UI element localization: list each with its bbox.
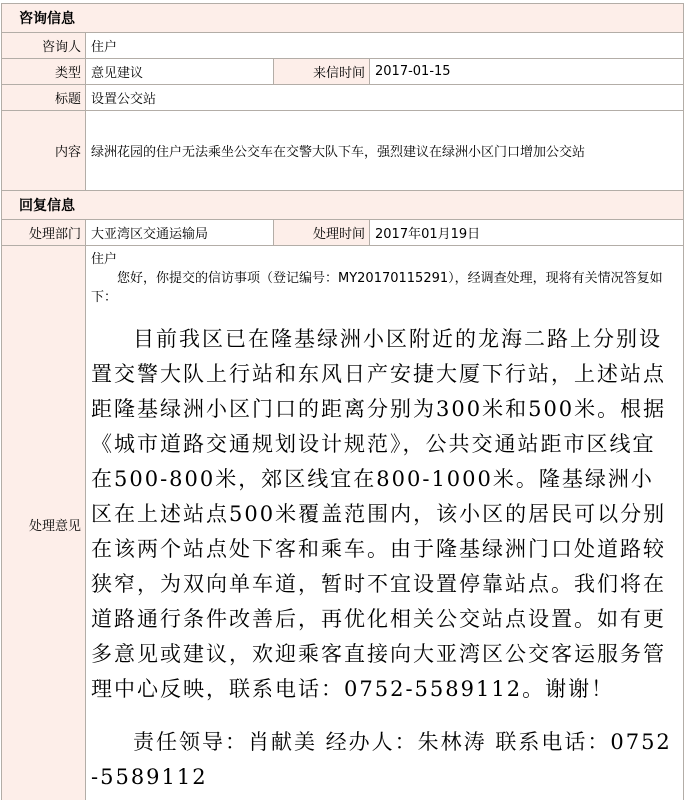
opinion-content: [86, 246, 684, 800]
department-time-row: [2, 220, 684, 246]
consultant-row: [2, 33, 684, 59]
type-value: 意见建议: [86, 59, 274, 85]
opinion-salutation: 住户: [91, 252, 118, 267]
handle-time-label: 处理时间: [274, 220, 370, 246]
consultant-value: 住户: [86, 33, 684, 59]
content-row: [2, 111, 684, 191]
consult-section-row: [2, 4, 684, 33]
reply-section-row: [2, 191, 684, 220]
letter-time-label: 来信时间: [274, 59, 370, 85]
reply-section-title: 回复信息: [2, 191, 684, 220]
title-label: 标题: [2, 85, 86, 111]
title-row: [2, 85, 684, 111]
department-value: 大亚湾区交通运输局: [86, 220, 274, 246]
opinion-body: 目前我区已在隆基绿洲小区附近的龙海二路上分别设置交警大队上行站和东风日产安捷大厦下行站，上述站点距隆基绿洲小区门口的距离分别为300米和500米。根据《城市道路交通规划设计规范》，公共交通站距市区线宜在500-800米，郊区线宜在800-1000米。隆基绿洲小区在上述站点500米覆盖范围内，该小区的居民可以分别在该两个站点处下客和乘车。由于隆基绿洲门口处道路较狭窄，为双向单车道，暂时不宜设置停靠站点。我们将在道路通行条件改善后，再优化相关公交站点设置。如有更多意见或建议，欢迎乘客直接向大亚湾区公交客运服务管理中心反映，联系电话：0752-5589112。谢谢！: [91, 327, 667, 701]
type-label: 类型: [2, 59, 86, 85]
content-label: 内容: [2, 111, 86, 191]
letter-time-value: 2017-01-15: [370, 59, 684, 85]
opinion-signature: 责任领导：肖献美 经办人：朱林涛 联系电话：0752-5589112: [91, 730, 672, 789]
inquiry-reply-table: [1, 3, 684, 800]
title-value: 设置公交站: [86, 85, 684, 111]
type-time-row: [2, 59, 684, 85]
opinion-intro: 您好，你提交的信访事项（登记编号：MY20170115291），经调查处理，现将有关情况答复如下：: [91, 271, 663, 305]
content-value: 绿洲花园的住户无法乘坐公交车在交警大队下车，强烈建议在绿洲小区门口增加公交站: [86, 111, 684, 191]
department-label: 处理部门: [2, 220, 86, 246]
consultant-label: 咨询人: [2, 33, 86, 59]
consult-section-title: 咨询信息: [2, 4, 684, 33]
handle-time-value: 2017年01月19日: [370, 220, 684, 246]
opinion-label: 处理意见: [2, 246, 86, 800]
opinion-row: [2, 246, 684, 800]
